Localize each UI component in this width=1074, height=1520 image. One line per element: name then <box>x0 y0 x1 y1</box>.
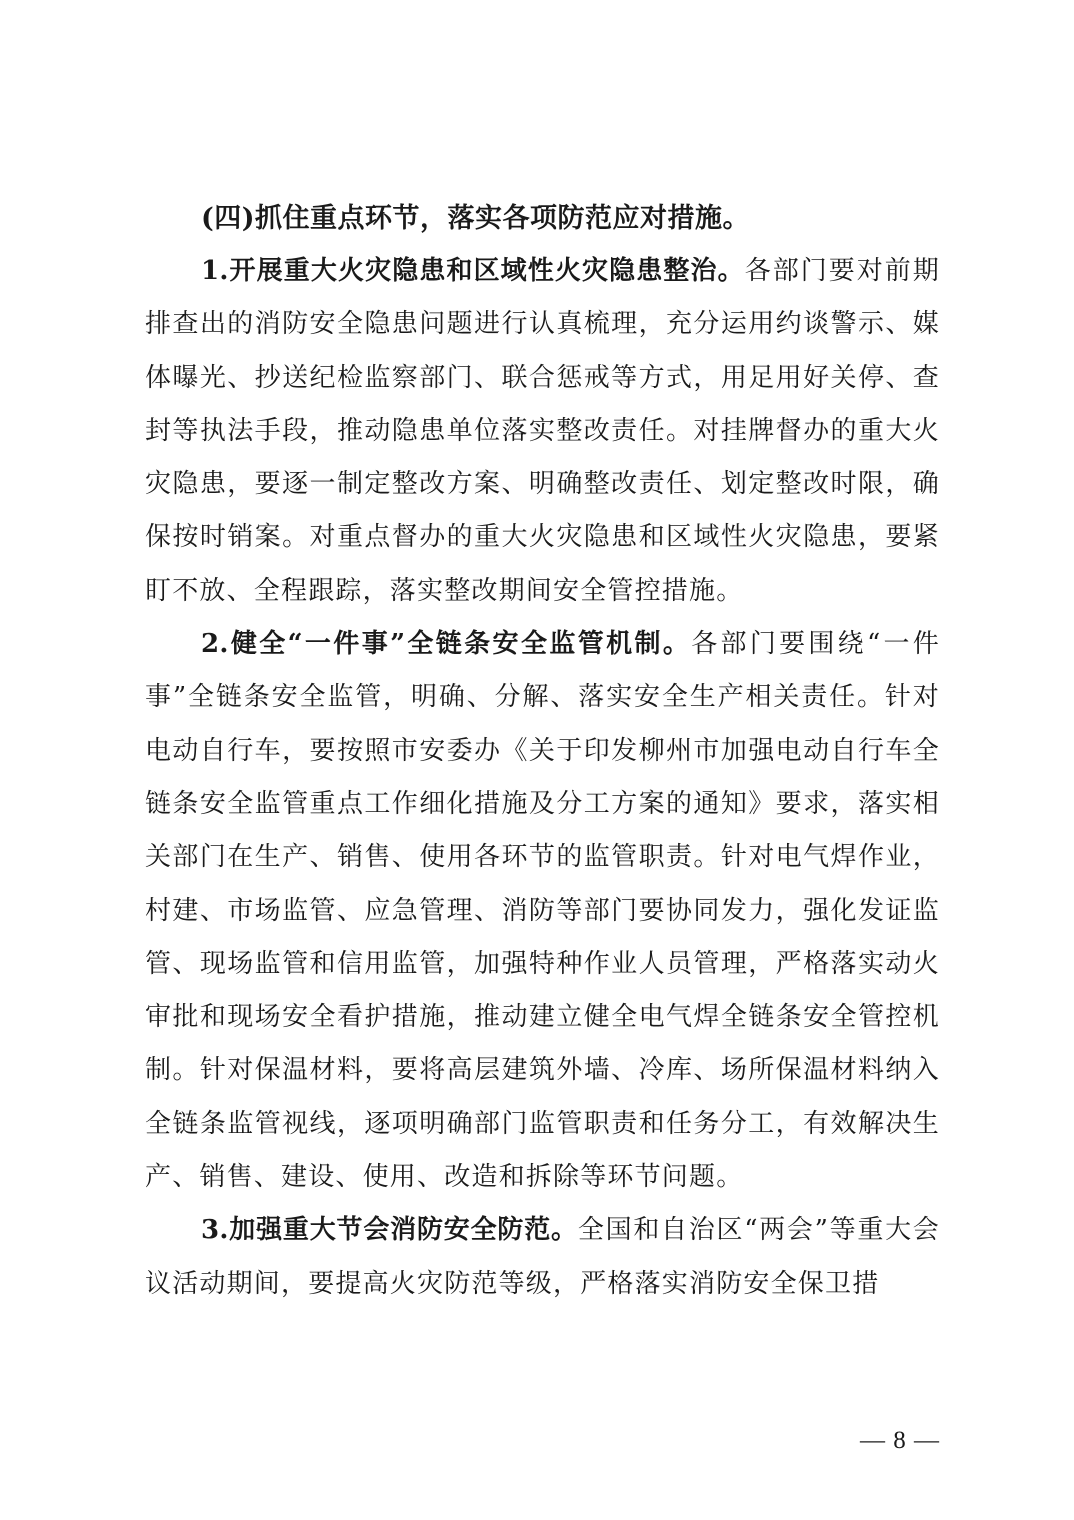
paragraph-2 <box>145 618 940 1204</box>
paragraph-2-lead: 2.健全“一件事”全链条安全监管机制。 <box>201 629 692 660</box>
paragraph-3 <box>145 1204 940 1311</box>
paragraph-3-body: 全国和自治区“两会”等重大会议活动期间，要提高火灾防范等级，严格落实消防安全保卫措 <box>145 1215 940 1299</box>
page-number: — 8 — <box>860 1427 940 1454</box>
paragraph-1-body: 各部门要对前期排查出的消防安全隐患问题进行认真梳理，充分运用约谈警示、媒体曝光、抄送纪检监察部门、联合惩戒等方式，用足用好关停、查封等执法手段，推动隐患单位落实整改责任。对挂牌督办的重大火灾隐患，要逐一制定整改方案、明确整改责任、划定整改时限，确保按时销案。对重点督办的重大火灾隐患和区域性火灾隐患，要紧盯不放、全程跟踪，落实整改期间安全管控措施。 <box>145 256 940 606</box>
paragraph-1 <box>145 245 940 618</box>
paragraph-3-lead: 3.加强重大节会消防安全防范。 <box>201 1215 578 1246</box>
document-body <box>145 192 940 1311</box>
paragraph-2-body: 各部门要围绕“一件事”全链条安全监管，明确、分解、落实安全生产相关责任。针对电动自行车，要按照市安委办《关于印发柳州市加强电动自行车全链条安全监管重点工作细化措施及分工方案的通知》要求，落实相关部门在生产、销售、使用各环节的监管职责。针对电气焊作业，村建、市场监管、应急管理、消防等部门要协同发力，强化发证监管、现场监管和信用监管，加强特种作业人员管理，严格落实动火审批和现场安全看护措施，推动建立健全电气焊全链条安全管控机制。针对保温材料，要将高层建筑外墙、冷库、场所保温材料纳入全链条监管视线，逐项明确部门监管职责和任务分工，有效解决生产、销售、建设、使用、改造和拆除等环节问题。 <box>145 629 941 1193</box>
section-heading: (四)抓住重点环节，落实各项防范应对措施。 <box>201 203 751 234</box>
paragraph-1-lead: 1.开展重大火灾隐患和区域性火灾隐患整治。 <box>201 256 745 286</box>
